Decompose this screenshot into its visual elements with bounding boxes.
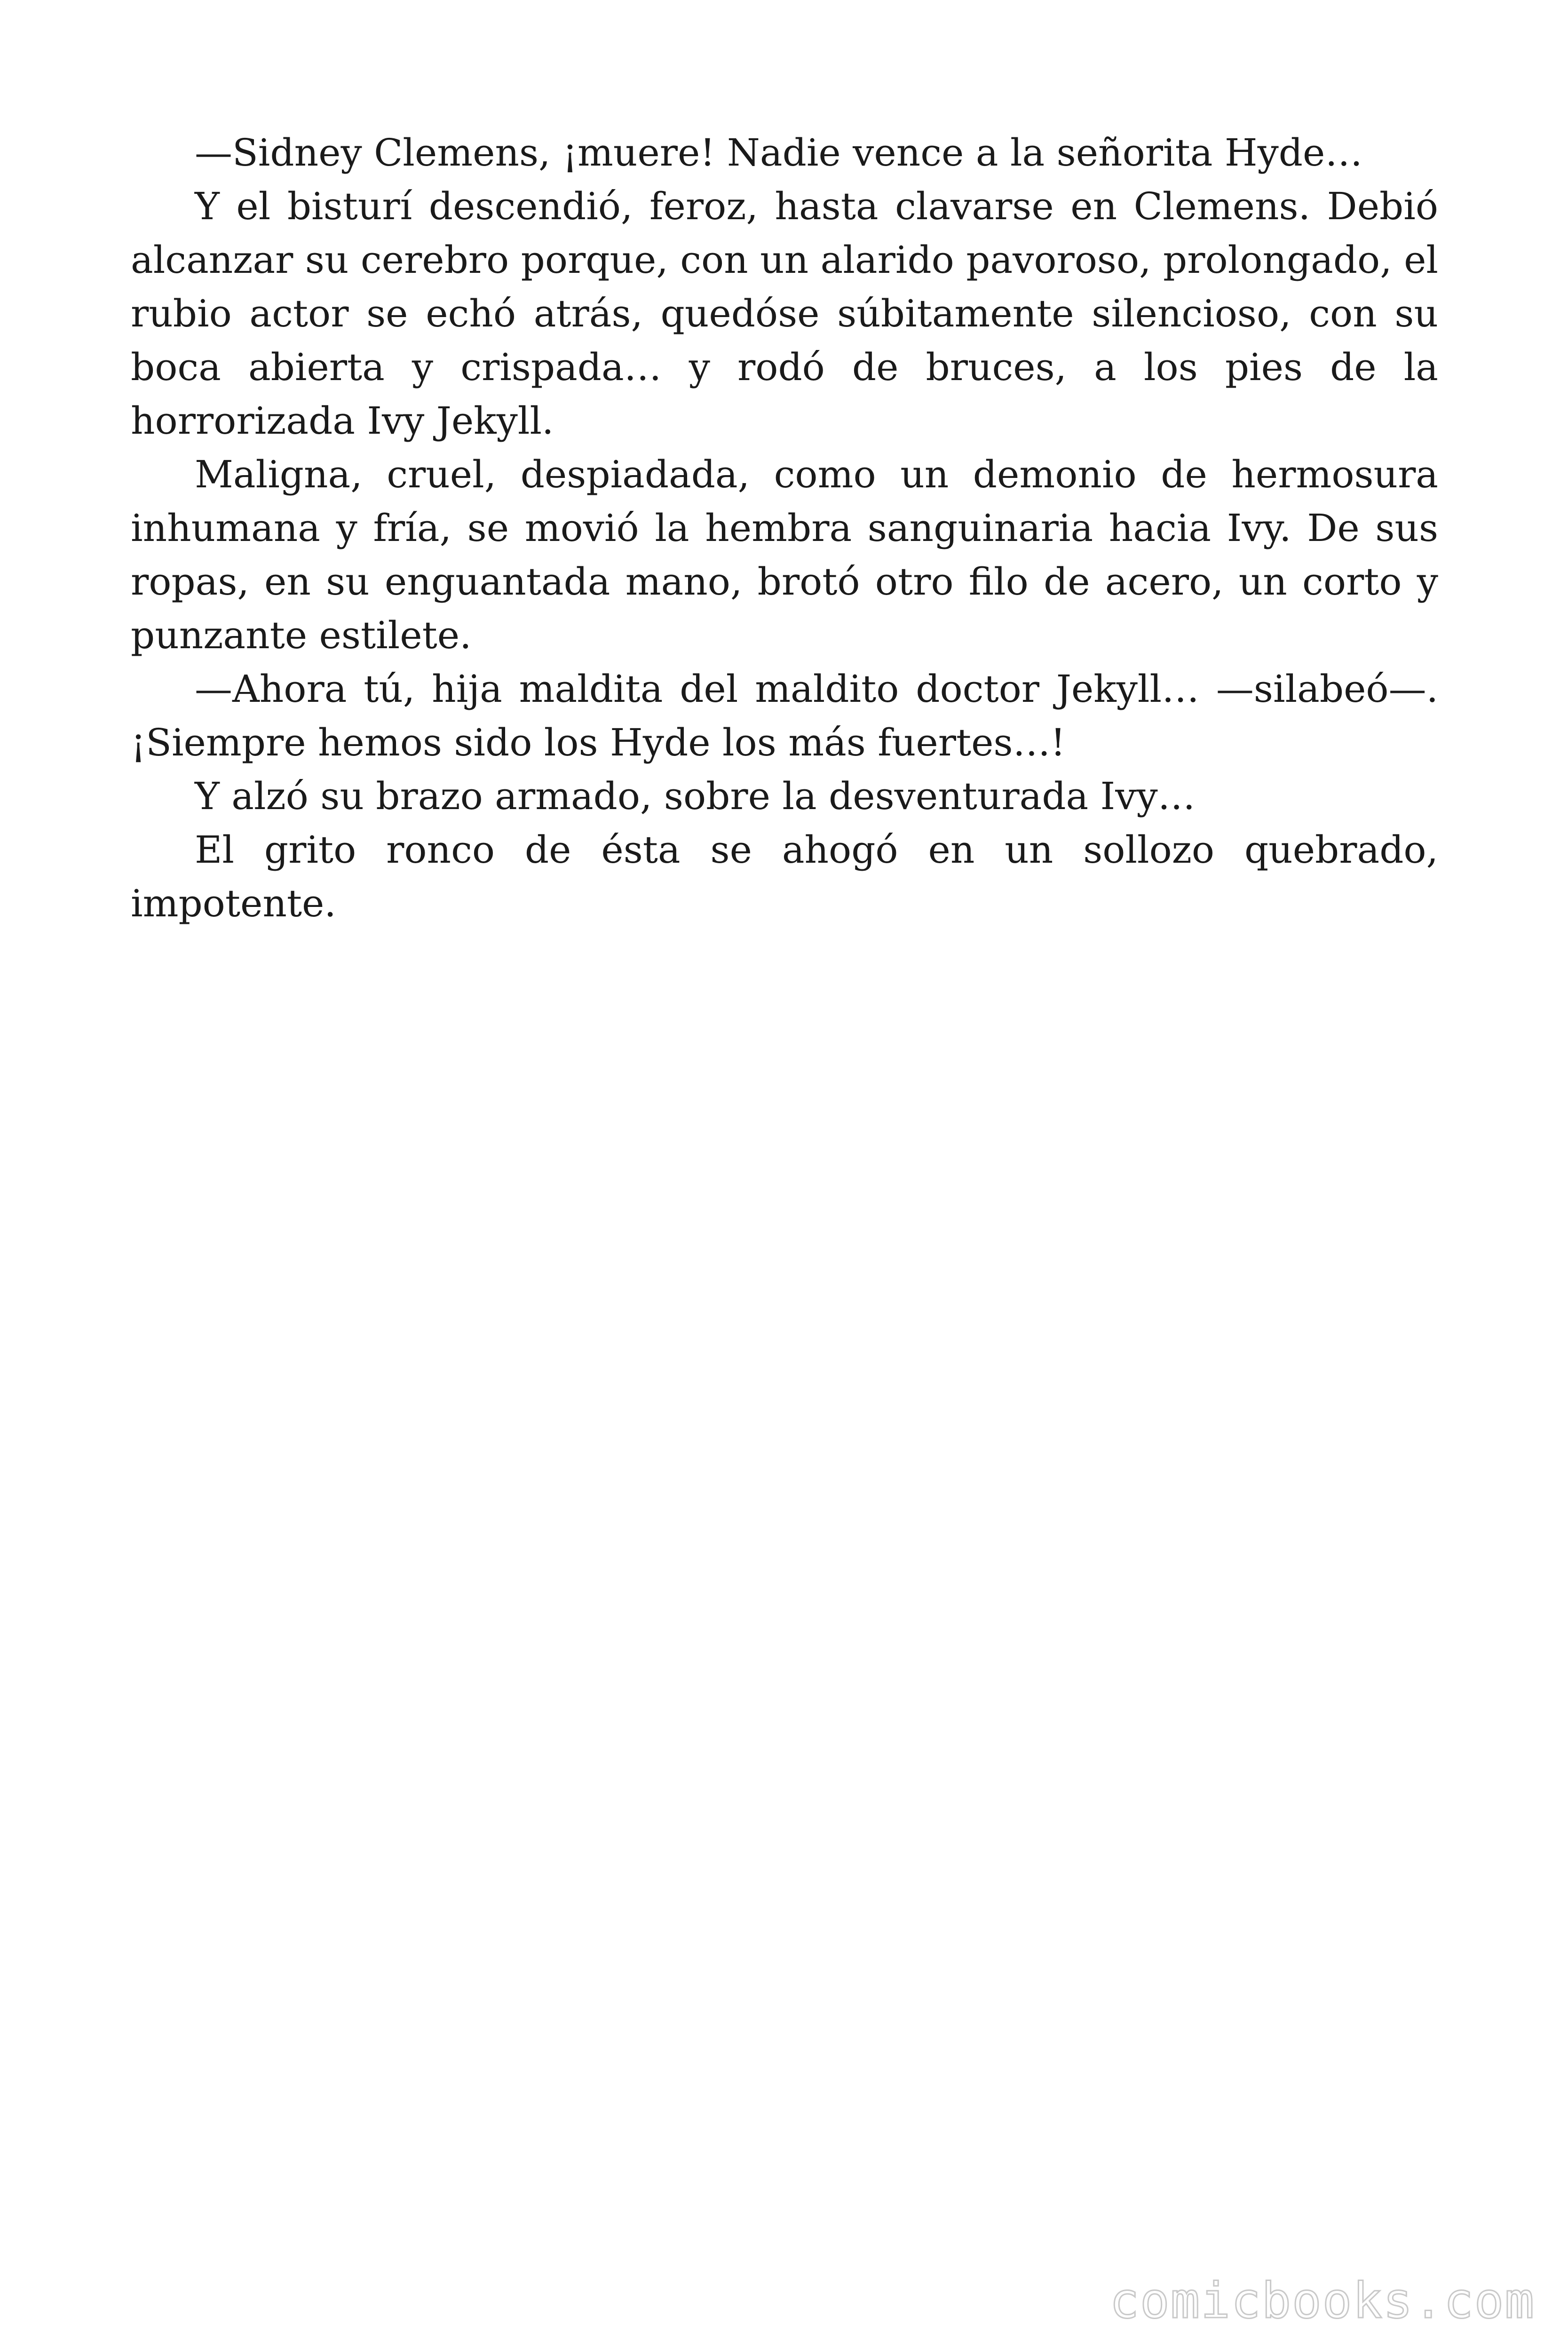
paragraph-3: Maligna, cruel, despiadada, como un demonio de hermosura inhumana y fría, se movió la hembra sanguinaria hacia Ivy. De sus ropas, en su enguantada mano, brotó otro filo de acero, un corto y punzante estilete.	[131, 453, 1438, 657]
paragraph-4: —Ahora tú, hija maldita del maldito doctor Jekyll… —silabeó—. ¡Siempre hemos sido los Hyde los más fuertes…!	[131, 667, 1438, 764]
paragraph-6: El grito ronco de ésta se ahogó en un sollozo quebrado, impotente.	[131, 828, 1438, 925]
watermark: comicbooks.com	[1109, 2272, 1535, 2329]
body-text	[131, 126, 1438, 930]
paragraph-5: Y alzó su brazo armado, sobre la desventurada Ivy…	[195, 774, 1196, 818]
paragraph-1: —Sidney Clemens, ¡muere! Nadie vence a la señorita Hyde…	[195, 131, 1363, 175]
paragraph-2: Y el bisturí descendió, feroz, hasta clavarse en Clemens. Debió alcanzar su cerebro porque, con un alarido pavoroso, prolongado, el rubio actor se echó atrás, quedóse súbitamente silencioso, con su boca abierta y crispada… y rodó de bruces, a los pies de la horrorizada Ivy Jekyll.	[131, 184, 1438, 443]
